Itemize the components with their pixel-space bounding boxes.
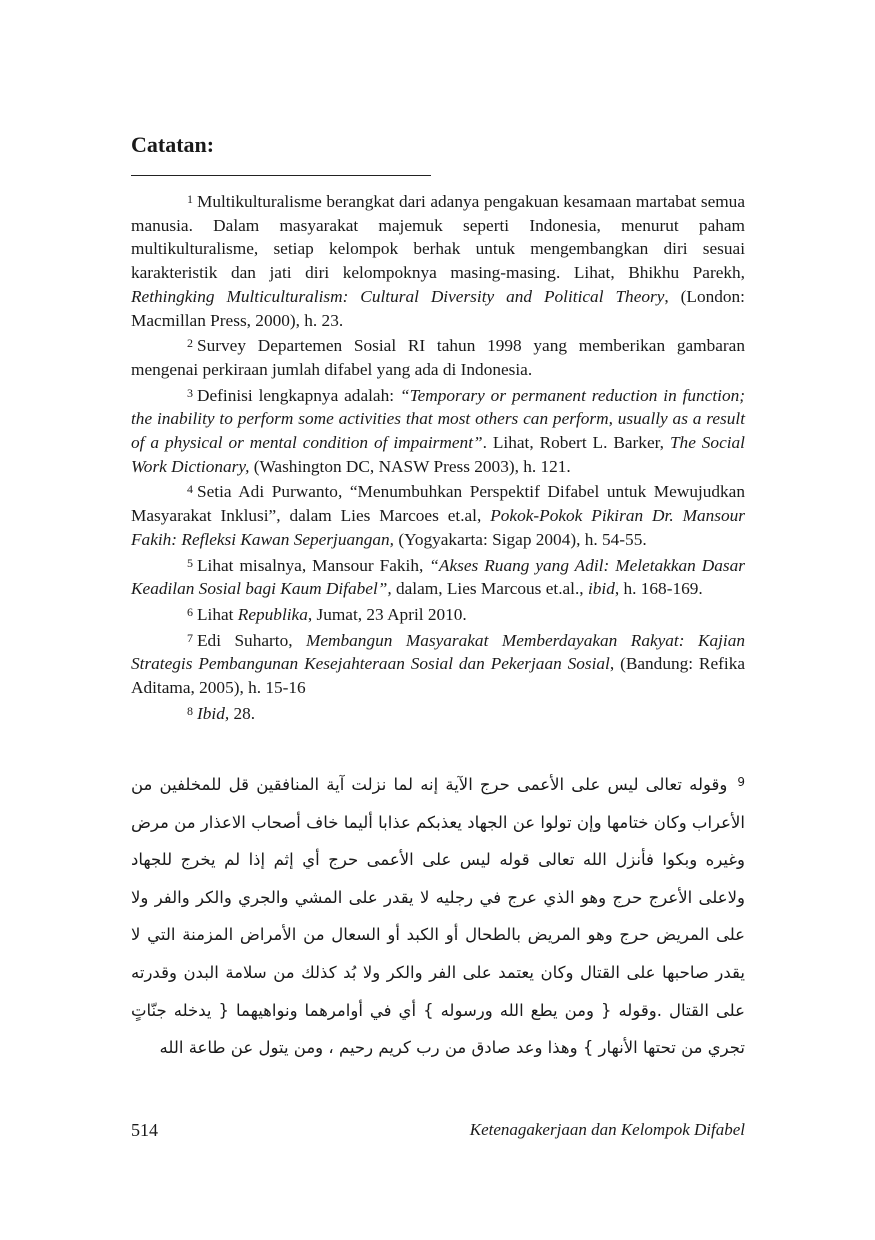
footnote-text: , (London: Macmillan Press, 2000), h. 23.	[131, 286, 745, 330]
footnote-italic-text: The Social Work Dictionary,	[131, 433, 745, 476]
footnote	[131, 382, 745, 479]
footnote	[131, 601, 745, 627]
section-heading: Catatan:	[131, 132, 215, 157]
footnote-italic-text: “Temporary or permanent reduction in function; the inability to perform some activities that most others can perform, usually as a result of a physical or mental condition of impairment”	[131, 385, 745, 453]
footnote-text: 28.	[229, 703, 256, 723]
footnote-number: 7	[187, 630, 193, 645]
footnote-number: 5	[187, 555, 193, 570]
footnote-text: (Yogyakarta: Sigap 2004), h. 54-55.	[394, 529, 647, 549]
footnote-text: Multikulturalisme berangkat dari adanya pengakuan kesamaan martabat semua manusia. Dalam masyarakat majemuk seperti Indonesia, menurut paham multikulturalisme, setiap kelompok berhak untuk mengembangkan diri sesuai karakteristik dan jati diri kelompoknya masing-masing. Lihat, Bhikhu Parekh,	[131, 192, 745, 283]
footnote-text: Survey Departemen Sosial RI tahun 1998 yang memberikan gambaran mengenai perkiraan jumlah difabel yang ada di Indonesia.	[131, 336, 745, 379]
footnotes-list	[131, 188, 745, 725]
footnote-number: 8	[187, 703, 193, 718]
footnote	[131, 627, 745, 700]
footnote	[131, 552, 745, 601]
footnote-number: 4	[187, 482, 193, 497]
footnote-number: 9	[737, 775, 745, 789]
footnote-italic-text: Rethingking Multiculturalism: Cultural Diversity and Political Theory	[131, 286, 665, 306]
footnote-text: , Jumat, 23 April 2010.	[307, 604, 467, 624]
footnote-separator-line	[131, 175, 431, 176]
footnote	[131, 478, 745, 551]
running-footer-title: Ketenagakerjaan dan Kelompok Difabel	[469, 1120, 745, 1139]
footnote-text: Lihat misalnya, Mansour Fakih,	[197, 555, 430, 575]
arabic-footnote-text: وقوله تعالى ليس على الأعمى حرج الآية إنه لما نزلت آية المنافقين قل للمخلفين من الأعراب وكان ختامها وإن تولوا عن الجهاد يعذبكم عذابا أليما خاف أصحاب الاعذار من مرض وغيره وبكوا فأنزل الله تعالى قوله ليس على الأعمى حرج أي إثم إذا لم يخرج للجهاد ولاعلى الأعرج حرج وهو الذي عرج في رجليه لا يقدر على المشي والجري والكر والفر ولا على المريض حرج وهو المريض بالطحال أو الكبد أو السعال من الأمراض المزمنة التي لا يقدر صاحبها على القتال وكان يعتمد على الفر والكر ولا بُد كذلك من سلامة البدن وقدرته على القتال .وقوله { ومن يطع الله ورسوله } أي في أوامرهما ونواهيهما { يدخله جنّاتٍ تجري من تحتها الأنهار } وهذا وعد صادق من رب كريم رحيم ، ومن يتول عن طاعة الله	[131, 775, 745, 1058]
footnote	[131, 332, 745, 381]
footnote-text: , h. 168-169.	[614, 579, 703, 599]
footnote-number: 3	[187, 385, 193, 400]
footnote-text: dalam, Lies Marcous et.al.,	[391, 579, 588, 599]
page-number: 514	[131, 1120, 158, 1140]
footnote-italic-text: “Akses Ruang yang Adil: Meletakkan Dasar Keadilan Sosial bagi Kaum Difabel”,	[131, 555, 745, 599]
footnote	[131, 700, 745, 726]
footnote-number: 1	[187, 192, 193, 206]
footnote-italic-text: Republika	[237, 604, 308, 624]
footnote-italic-text: Membangun Masyarakat Memberdayakan Rakyat: Kajian Strategis Pembangunan Kesejahteraan Sosial dan Pekerjaan Sosial	[131, 630, 745, 674]
footnote-text: (Washington DC, NASW Press 2003), h. 121.	[249, 456, 571, 476]
footnote	[131, 188, 745, 332]
footnote-number: 6	[187, 604, 193, 619]
footnote-number: 2	[187, 336, 193, 351]
footnote-italic-text: ibid	[587, 579, 615, 599]
footnote-text: . Lihat, Robert L. Barker,	[482, 433, 670, 453]
footnote-italic-text: Pokok-Pokok Pikiran Dr. Mansour Fakih: Refleksi Kawan Seperjuangan,	[131, 506, 745, 549]
footnote-text: Edi Suharto,	[197, 630, 306, 650]
footnote-text: Lihat	[197, 604, 238, 624]
footnote-text: , (Bandung: Refika Aditama, 2005), h. 15-16	[131, 654, 746, 698]
footnote-text: Setia Adi Purwanto, “Menumbuhkan Perspektif Difabel untuk Mewujudkan Masyarakat Inklusi”, dalam Lies Marcoes et.al,	[131, 482, 745, 526]
footnote-italic-text: Ibid,	[197, 703, 230, 723]
footnote-text: Definisi lengkapnya adalah:	[197, 385, 400, 405]
arabic-footnote	[131, 764, 745, 1067]
